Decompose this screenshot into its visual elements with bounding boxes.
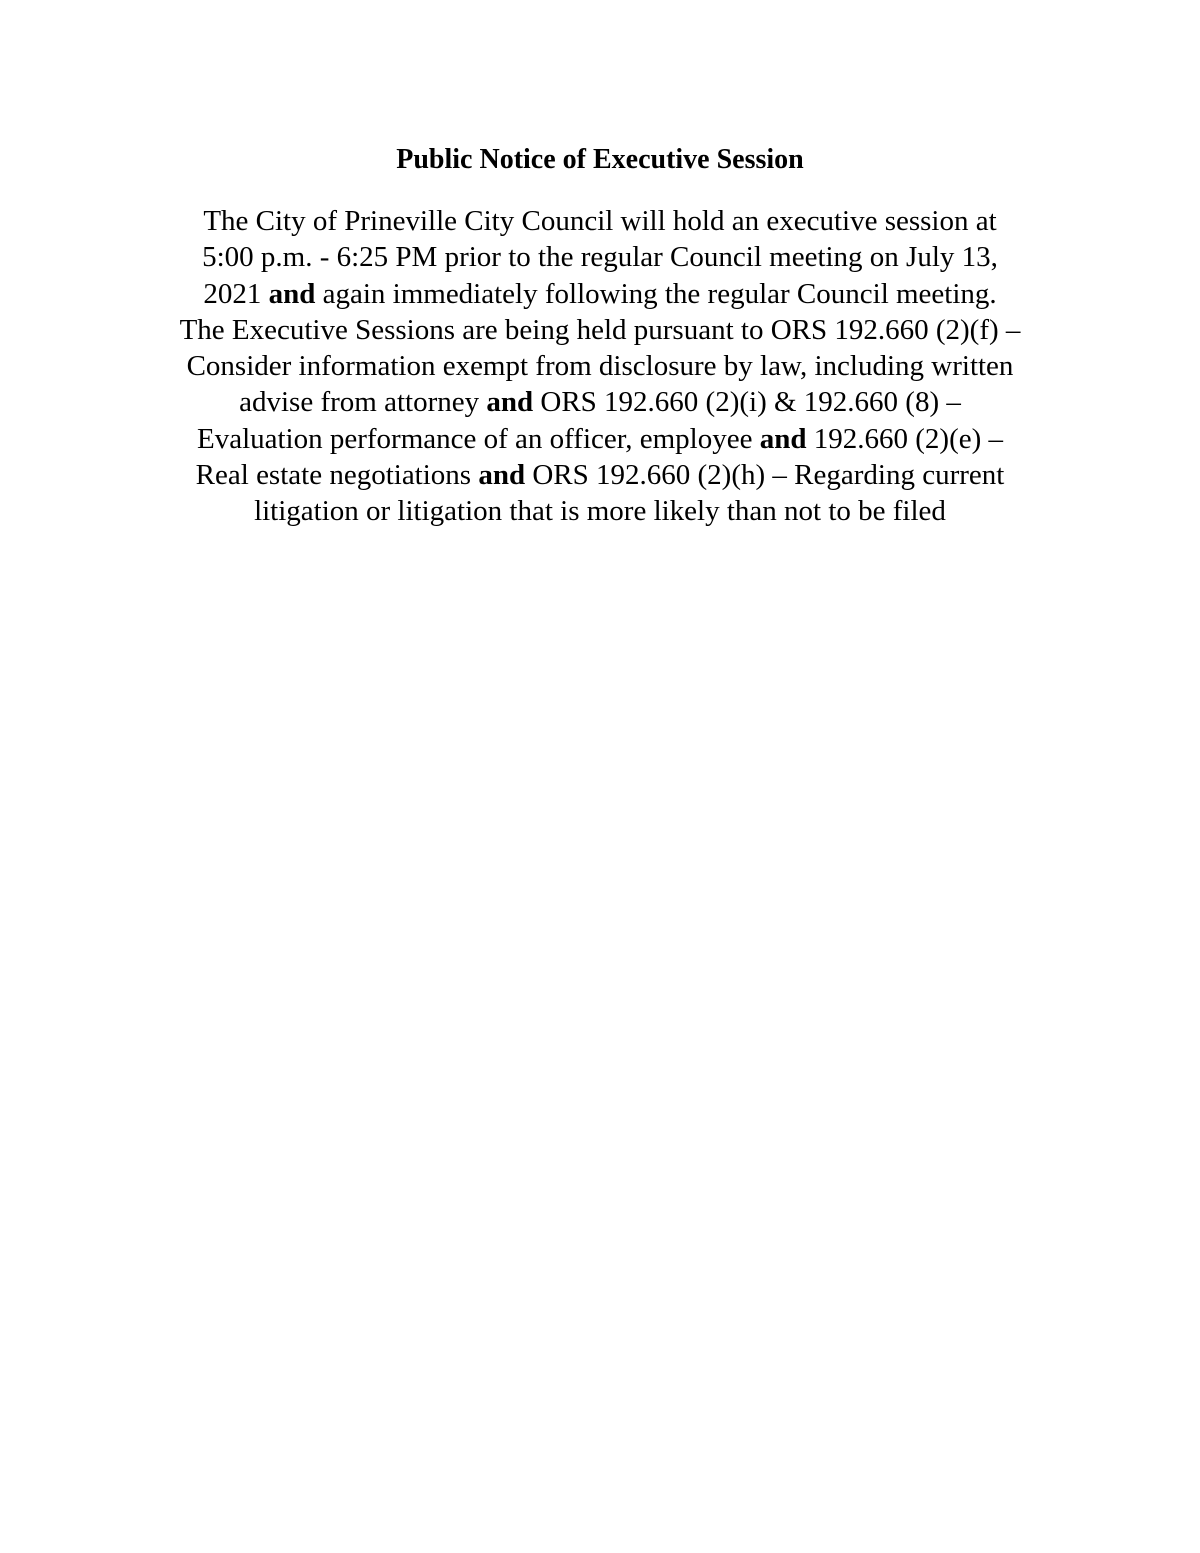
emphasis-and: and [268,277,316,310]
notice-title: Public Notice of Executive Session [396,144,804,175]
notice-text: litigation or litigation that is more likely than not to be filed [254,495,946,528]
notice-text: Evaluation performance of an officer, employee [196,422,760,455]
notice-text: again immediately following the regular Council meeting. [315,277,997,310]
notice-text: 2021 [203,277,269,310]
notice-line [100,276,1100,312]
emphasis-and: and [759,422,807,455]
notice-line [100,457,1100,493]
notice-body [100,203,1100,530]
notice-line [100,384,1100,420]
notice-text: The Executive Sessions are being held pursuant to ORS 192.660 (2)(f) – [179,313,1021,346]
notice-text: 192.660 (2)(e) – [806,422,1004,455]
notice-line [100,493,1100,529]
notice-line [100,348,1100,384]
emphasis-and: and [478,459,526,492]
notice-text: advise from attorney [239,386,487,419]
notice-line [100,421,1100,457]
notice-line [100,239,1100,275]
notice-text: The City of Prineville City Council will hold an executive session at [203,205,997,237]
notice-line [100,203,1100,239]
notice-text: 5:00 p.m. - 6:25 PM prior to the regular Council meeting on July 13, [202,241,998,274]
emphasis-and: and [486,386,534,419]
notice-text: ORS 192.660 (2)(i) & 192.660 (8) – [533,386,961,419]
notice-text: Real estate negotiations [195,459,479,492]
notice-text: ORS 192.660 (2)(h) – Regarding current [525,459,1005,492]
notice-text: Consider information exempt from disclosure by law, including written [186,350,1014,383]
notice-line [100,312,1100,348]
